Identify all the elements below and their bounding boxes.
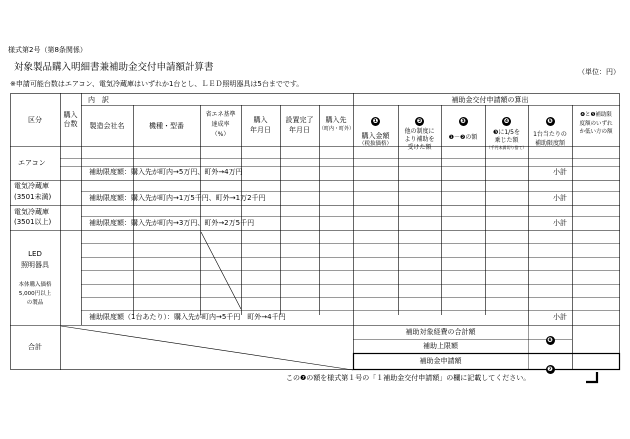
num-2-icon: ❷ (416, 117, 423, 125)
header-model: 機種・型番 (149, 122, 184, 130)
row-fridge-small-label-2: (3501未満) (14, 193, 52, 201)
row-led-limit: 補助限度額（1台あたり）：購入先が町内→5千円 町外→4千円 (89, 313, 286, 321)
row-led-label-1: LED (28, 250, 42, 258)
subsidy-cap-label: 補助上限額 (423, 342, 458, 350)
request-amount-label: 補助金申請額 (419, 357, 462, 365)
num-1-icon: ❶ (372, 117, 379, 125)
calc-col-3-line1: ❶－❷の額 (448, 134, 478, 141)
row-led-sublabel-1: 本体購入価格 (18, 282, 52, 288)
header-eco-rate-2: 達成率 (211, 121, 230, 128)
calc-col-1-line2: （税抜価格） (358, 141, 392, 147)
calc-col-1 (353, 108, 398, 148)
totals-label: 合計 (28, 343, 42, 351)
header-purchase-date-2: 年月日 (250, 126, 271, 134)
calc-col-4-note: （千円未満切り捨て） (486, 145, 527, 150)
request-amount-num (528, 356, 572, 375)
num-3-icon: ❸ (460, 117, 466, 125)
calc-col-2-line3: 受けた額 (407, 144, 432, 151)
header-install-date-2: 年月日 (289, 126, 310, 134)
header-units-2: 台数 (63, 120, 78, 128)
num-7-icon: ❼ (547, 365, 553, 373)
header-eco-rate-1: 省エネ基準 (205, 111, 236, 118)
calc-col-5-line2: 補助限度額 (534, 140, 565, 147)
calc-col-4 (485, 108, 528, 150)
unit-label: （単位：円） (578, 68, 620, 76)
header-place-1: 購入先 (325, 116, 347, 124)
calc-col-3 (441, 108, 485, 141)
header-category: 区分 (28, 116, 42, 124)
calc-col-2-line1: 他の制度に (404, 128, 435, 135)
row-led-subtotal: 小計 (553, 313, 567, 321)
row-aircon-label: エアコン (18, 159, 46, 167)
eligible-total-num (528, 327, 572, 346)
row-fridge-small-subtotal: 小計 (553, 194, 567, 202)
calc-col-6-line2: 度額のいずれ (579, 120, 613, 127)
header-eco-rate-3: （%） (211, 131, 230, 138)
note-line: ※申請可能台数はエアコン、電気冷蔵庫はいずれか1台とし、ＬＥＤ照明器具は5台までです。 (10, 80, 304, 88)
num-4-icon: ❹ (503, 117, 510, 125)
num-5-icon: ❺ (547, 117, 553, 125)
header-install-date-1: 設置完了 (285, 116, 314, 124)
header-breakdown: 内 訳 (88, 96, 109, 104)
calc-col-4-line1: ❸に1/5を (492, 129, 521, 136)
calc-col-6-line1: ❹と❺補助限 (580, 112, 612, 118)
calc-col-2-line2: より補助を (404, 136, 435, 143)
row-led-sublabel-2: 5,000円以上 (18, 291, 52, 297)
row-fridge-large-label-2: (3501以上) (14, 218, 52, 226)
page-title: 対象製品購入明細書兼補助金交付申請額計算書 (14, 62, 214, 73)
row-led-label-2: 照明器具 (21, 261, 49, 269)
header-units-1: 購入 (63, 111, 78, 119)
header-place-2: （町内・町外） (319, 126, 355, 132)
row-aircon-limit: 補助限度額：購入先が町内→5万円、町外→4万円 (89, 168, 243, 176)
row-fridge-small-limit: 補助限度額：購入先が町内→1万5千円、町外→1万2千円 (89, 194, 266, 202)
footer-note: この❼の額を様式第１号の「１補助金交付申請額」の欄に記載してください。 (286, 374, 531, 382)
calc-col-4-line2: 乗じた額 (494, 137, 519, 144)
row-led-sublabel-3: の製品 (26, 300, 44, 306)
header-purchase-date-1: 購入 (253, 116, 268, 124)
form-number: 様式第2号（第8条関係） (8, 46, 87, 54)
calc-col-6-line3: か低い方の額 (579, 129, 613, 135)
header-subsidy-calc: 補助金交付申請額の算出 (451, 96, 529, 104)
num-6-icon: ❻ (547, 336, 553, 344)
row-fridge-small-label-1: 電気冷蔵庫 (14, 182, 49, 190)
calc-col-2 (398, 108, 441, 151)
row-aircon-subtotal: 小計 (553, 168, 567, 176)
row-fridge-large-limit: 補助限度額：購入先が町内→3万円、町外→2万5千円 (89, 219, 255, 227)
header-maker: 製造会社名 (89, 122, 125, 130)
calc-col-6 (572, 113, 620, 136)
eligible-total-label: 補助対象経費の合計額 (405, 328, 476, 336)
calc-col-5 (528, 108, 572, 147)
calc-col-5-line1: 1台当たりの (533, 131, 567, 138)
row-fridge-large-label-1: 電気冷蔵庫 (14, 208, 49, 216)
calc-col-1-line1: 購入金額 (361, 132, 390, 140)
row-fridge-large-subtotal: 小計 (553, 219, 567, 227)
